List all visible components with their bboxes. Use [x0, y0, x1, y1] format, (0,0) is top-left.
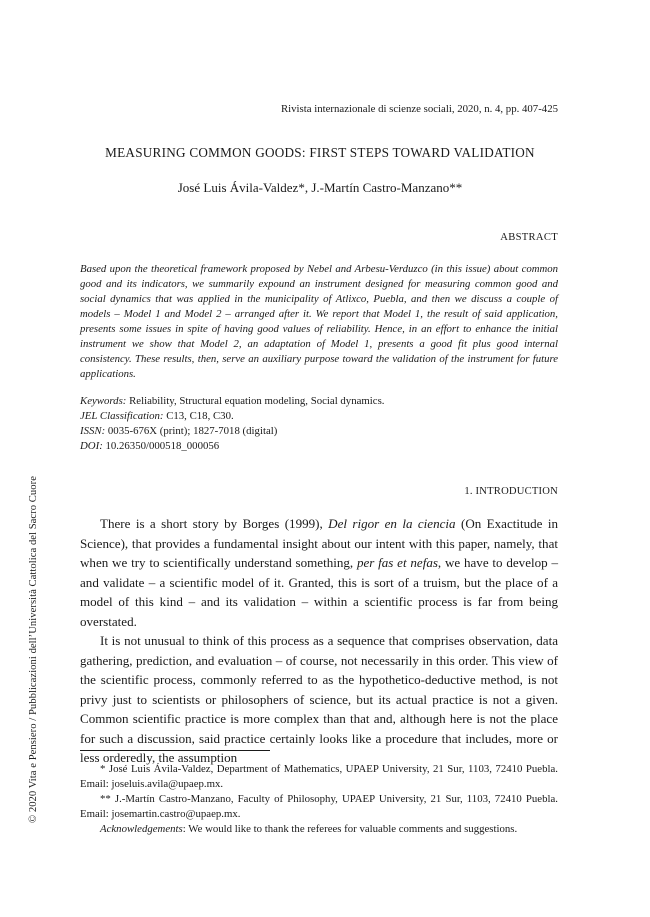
doi-label: DOI: [80, 440, 103, 452]
section-heading: 1. INTRODUCTION [464, 486, 558, 497]
jel-value: C13, C18, C30. [166, 410, 234, 422]
acknowledgements-label: Acknowledgements [100, 823, 183, 835]
body-text-run: There is a short story by Borges (1999), [100, 516, 329, 531]
paper-authors: José Luis Ávila-Valdez*, J.-Martín Castro-Manzano** [177, 180, 463, 195]
body-paragraph [80, 514, 558, 631]
issn-label: ISSN: [80, 425, 106, 437]
jel-line [80, 409, 558, 424]
acknowledgements-text: : We would like to thank the referees for valuable comments and suggestions. [182, 823, 518, 835]
body-paragraph: It is not unusual to think of this process as a sequence that comprises observation, data gathering, prediction, and evaluation – of course, not necessarily in this order. This view of the scientific process, commonly referred to as the hypothetico-deductive method, is not privy just to scientists or philosophers of science, but its actual practice is not a given. Common scientific practice is more complex than that and, although here is not the place for such a discussion, said practice certainly looks like a procedure that includes, more or less orderedly, the assumption [80, 633, 558, 765]
paper-metadata [80, 394, 558, 454]
body-text-run: , we have to develop – and validate – a scientific model of it. Granted, this is sort of a truism, but the place of a model of this kind – and its validation – within a scientific process is far from being overstated. [80, 555, 558, 629]
body-text-run: (On Exactitude in Science), that provides a fundamental insight about our intent with this paper, namely, that when we try to scientifically understand something, [80, 516, 559, 570]
jel-label: JEL Classification: [80, 410, 164, 422]
side-copyright [26, 474, 40, 824]
issn-line [80, 424, 558, 439]
keywords-value: Reliability, Structural equation modeling, Social dynamics. [129, 395, 385, 407]
footnote-author-2: ** J.-Martín Castro-Manzano, Faculty of Philosophy, UPAEP University, 21 Sur, 1103, 72410 Puebla. Email: josemartin.castro@upaep.mx. [80, 793, 558, 820]
keywords-label: Keywords: [80, 395, 127, 407]
side-copyright-text: © 2020 Vita e Pensiero / Pubblicazioni dell’Università Cattolica del Sacro Cuore [27, 475, 39, 823]
story-title: Del rigor en la ciencia [328, 516, 456, 531]
footnote-author-1: * José Luis Ávila-Valdez, Department of Mathematics, UPAEP University, 21 Sur, 1103, 72410 Puebla. Email: joseluis.avila@upaep.mx. [80, 763, 558, 790]
body-text [80, 514, 558, 768]
doi-value: 10.26350/000518_000056 [105, 440, 220, 452]
footnote-acknowledgements [80, 822, 558, 837]
abstract-text: Based upon the theoretical framework proposed by Nebel and Arbesu-Verduzco (in this issue) about common good and its indicators, we summarily expound an instrument designed for measuring common good and social dynamics that was applied in the municipality of Atlixco, Puebla, and then we discuss a couple of models – Model 1 and Model 2 – arranged after it. We report that Model 1, the result of said application, presents some issues in spite of having good values of reliability. Hence, in an effort to enhance the initial instrument we show that Model 2, an adaptation of Model 1, presents a good fit plus good internal consistency. These results, then, serve an auxiliary purpose toward the validation of the instrument for future applications. [80, 263, 558, 380]
issn-value: 0035-676X (print); 1827-7018 (digital) [107, 425, 278, 437]
journal-reference: Rivista internazionale di scienze sociali, 2020, n. 4, pp. 407-425 [280, 103, 558, 115]
keywords-line [80, 394, 558, 409]
footnote-rule [80, 750, 270, 751]
doi-line [80, 439, 558, 454]
abstract-heading: ABSTRACT [500, 232, 558, 243]
footnotes [80, 762, 558, 837]
paper-title: MEASURING COMMON GOODS: FIRST STEPS TOWARD VALIDATION [105, 145, 535, 160]
latin-phrase: per fas et nefas [356, 555, 438, 570]
